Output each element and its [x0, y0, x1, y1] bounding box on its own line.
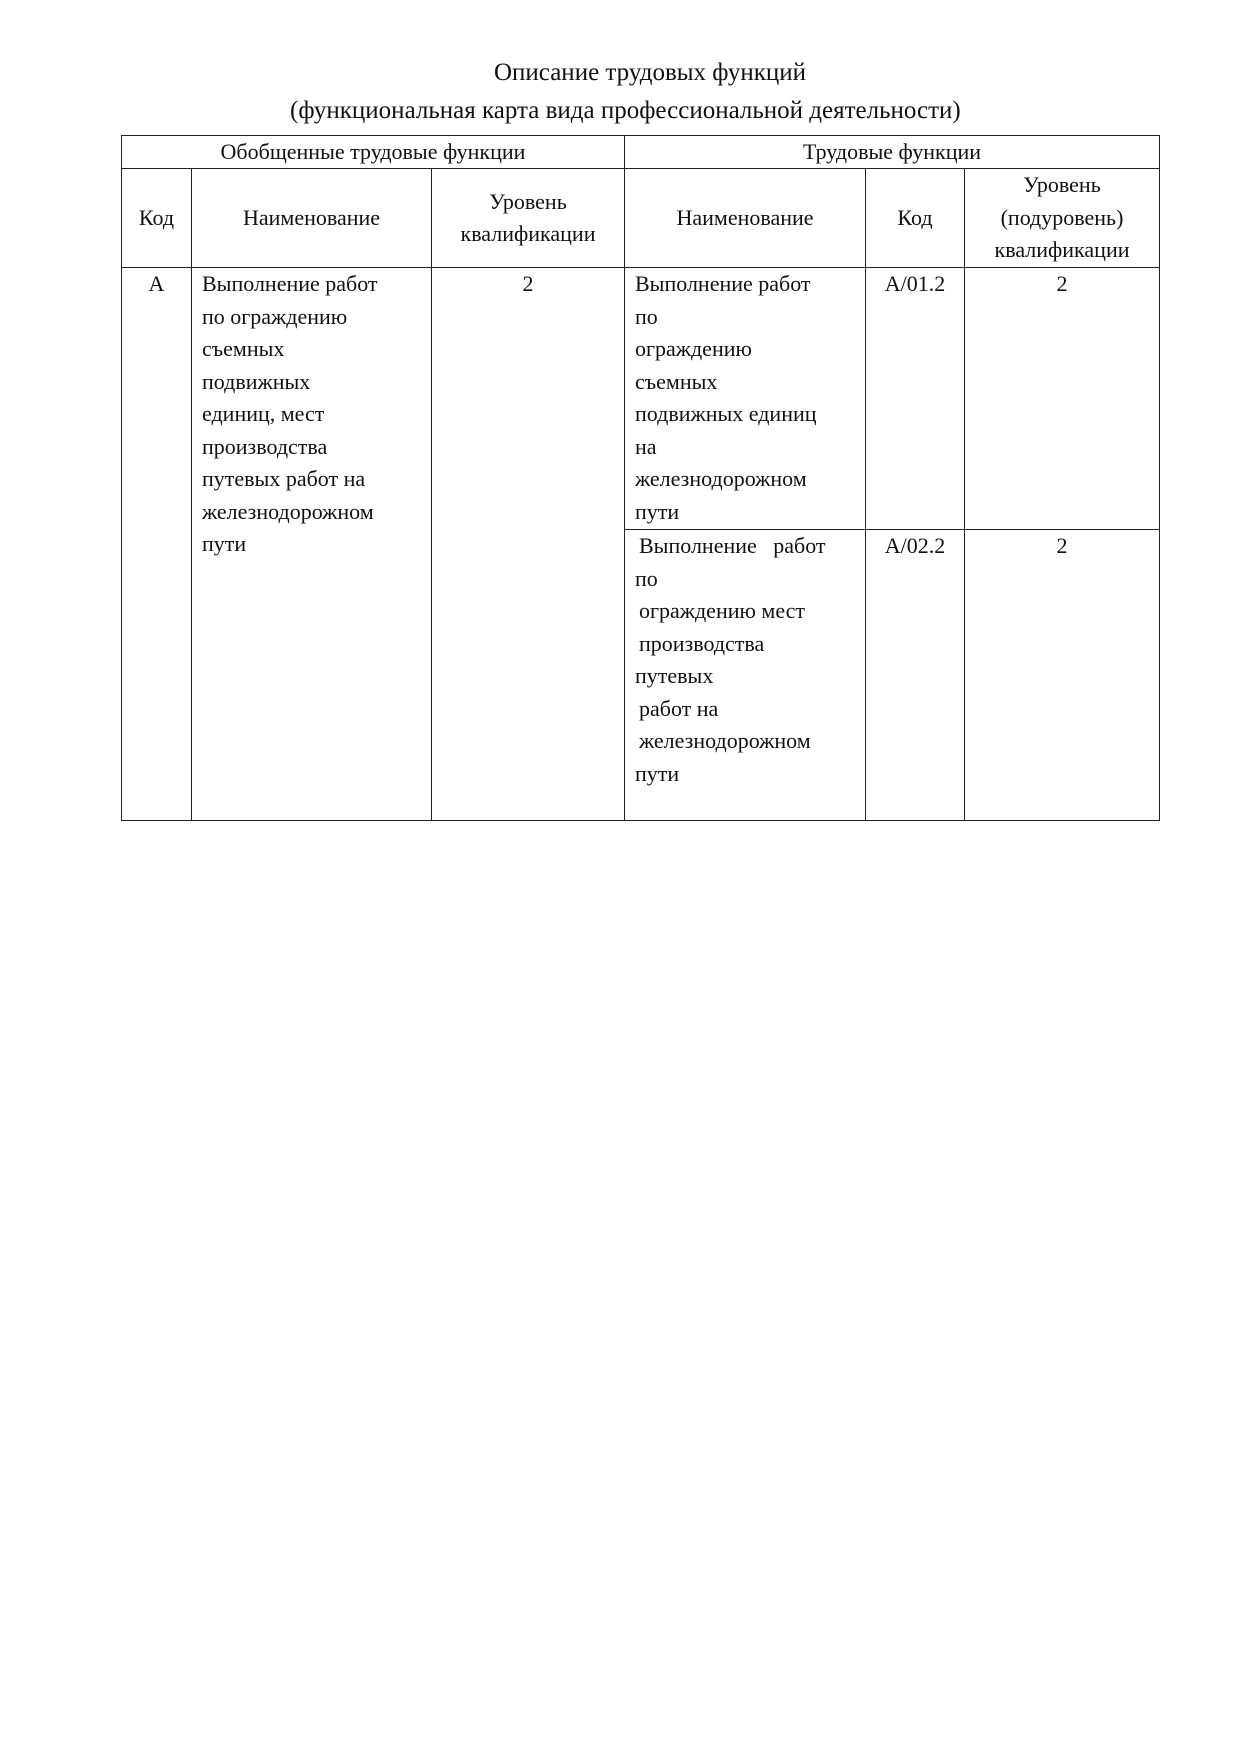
column-header-row	[122, 169, 1160, 268]
tf-name-header: Наименование	[625, 169, 866, 268]
tf-name-cell	[625, 268, 866, 530]
gen-code-cell: А	[122, 268, 192, 821]
gen-name-line: производства	[202, 433, 328, 459]
tf-name-line: по	[635, 303, 658, 329]
tf-code-cell: А/01.2	[866, 268, 965, 530]
tf-level-cell: 2	[965, 530, 1160, 821]
title-line-2: (функциональная карта вида профессиональной деятельности)	[290, 97, 961, 124]
tf-name-line: железнодорожном	[635, 466, 807, 491]
gen-name-header: Наименование	[192, 169, 432, 268]
gen-level-header	[432, 169, 625, 268]
tf-name-line: на	[635, 433, 657, 459]
group-header-row	[122, 136, 1160, 169]
gen-level-cell: 2	[432, 268, 625, 821]
tf-level-header-line1: Уровень	[1023, 172, 1101, 198]
gen-name-line: подвижных	[202, 368, 311, 394]
tf-level-cell: 2	[965, 268, 1160, 530]
tf-name-line: пути	[635, 760, 680, 786]
tf-code-cell: А/02.2	[866, 530, 965, 821]
functional-map-table	[121, 135, 1160, 821]
gen-name-line: съемных	[202, 336, 285, 361]
title-line-1: Описание трудовых функций	[494, 59, 807, 86]
gen-name-line: пути	[202, 531, 247, 556]
tf-name-line: съемных	[635, 368, 718, 394]
tf-level-header-line2: (подуровень)	[1000, 204, 1124, 230]
generalized-functions-header: Обобщенные трудовые функции	[122, 136, 625, 169]
tf-level-header	[965, 169, 1160, 268]
table-row	[122, 268, 1160, 530]
labor-functions-header: Трудовые функции	[625, 136, 1160, 169]
tf-name-line: ограждению	[635, 336, 752, 361]
gen-name-line: путевых работ на	[202, 466, 366, 491]
gen-level-header-line2: квалификации	[460, 221, 596, 246]
tf-name-line: подвижных единиц	[635, 401, 817, 426]
tf-name-line: железнодорожном	[639, 728, 811, 753]
tf-name-line: Выполнение работ	[635, 271, 811, 296]
gen-name-line: единиц, мест	[202, 401, 325, 426]
tf-name-line: ограждению мест	[639, 598, 806, 623]
tf-level-header-line3: квалификации	[994, 237, 1130, 263]
tf-name-line: по	[635, 565, 658, 591]
gen-name-line: железнодорожном	[202, 498, 374, 524]
gen-name-line: по ограждению	[202, 303, 348, 329]
gen-name-cell	[192, 268, 432, 821]
tf-name-line: пути	[635, 498, 680, 524]
tf-name-cell	[625, 530, 866, 821]
tf-code-header: Код	[866, 169, 965, 268]
gen-name-line: Выполнение работ	[202, 271, 378, 296]
gen-code-header: Код	[122, 169, 192, 268]
gen-level-header-line1: Уровень	[489, 188, 567, 214]
tf-name-line: производства	[639, 630, 765, 656]
tf-name-line: работ на	[639, 695, 719, 721]
tf-name-line: путевых	[635, 663, 714, 688]
tf-name-line: Выполнение работ	[639, 533, 826, 558]
